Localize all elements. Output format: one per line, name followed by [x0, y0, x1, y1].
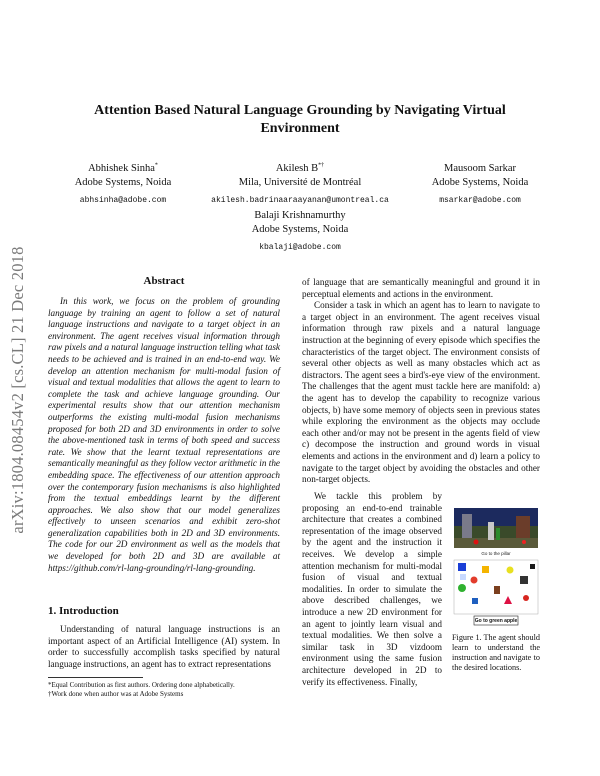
figure-1 — [452, 508, 540, 633]
author-name: Abhishek Sinha* — [88, 162, 158, 174]
author-affiliation: Adobe Systems, Noida — [74, 176, 172, 188]
footnote-rule — [48, 677, 143, 678]
footnotes — [48, 681, 280, 699]
abstract-heading: Abstract — [143, 275, 185, 287]
right-column-wrapped-text — [302, 491, 442, 688]
paragraph-task: Consider a task in which an agent has to learn to navigate to a target object in an environment. The agent receives visual information through raw pixels and a natural language instruction at the beginning of every episode which specifies the characteristics of the target object. The environment consists of several other objects as well as many obstacles which act as distractors. The agent sees a bird's-eye view of the environment. The challenges that the agent must tackle here are manifold: a) the agent has to develop the capability to recognize various objects, b) have some memory of objects seen in previous states while exploring the environment as the objects may occlude each other and/or may not be present in the agents field of view c) decompose the instruction and ground words in visual elements and actions in the environment and d) learn a policy to navigate to the target object by avoiding the obstacles and other non-target objects. — [302, 300, 540, 485]
author-email: msarkar@adobe.com — [439, 195, 521, 205]
figure-1-caption: Figure 1. The agent should learn to understand the instruction and navigate to the desired locations. — [452, 633, 540, 672]
introduction-body — [48, 624, 280, 670]
author-name: Mausoom Sarkar — [443, 162, 517, 174]
author-name: Akilesh B*† — [275, 162, 325, 174]
author-block-1 — [48, 158, 198, 208]
abstract-text: In this work, we focus on the problem of grounding language by training an agent to follow a set of natural language instructions and navigate to a target object in an environment. The agent receives visual information through raw pixels and a natural language instruction telling what task needs to be achieved and is trained in an end-to-end way. We develop an attention mechanism for multi-modal fusion of visual and textual modalities that allows the agent to learn to complete the task and achieve language grounding. Our experimental results show that our attention mechanism outperforms the existing multi-modal fusion mechanisms proposed for both 2D and 3D environments in order to solve the above-mentioned task in terms of both speed and success rate. We show that the learnt textual representations are semantically meaningful as they follow vector arithmetic in the embedding space. The effectiveness of our attention approach over the contemporary fusion mechanisms is also highlighted from the textual embeddings learnt by the different approaches. We also show that our model generalizes effectively to unseen scenarios and exhibit zero-shot generalization capabilities both in 2D and 3D environments. The code for our 2D environment as well as the models that we developed for both 2D and 3D are available at https://github.com/rl-lang-grounding/rl-lang-grounding. — [48, 296, 280, 573]
abstract-body — [48, 296, 280, 574]
right-column-text — [302, 277, 540, 486]
footnote-work-done: †Work done when author was at Adobe Systems — [48, 690, 184, 698]
author-email: kbalaji@adobe.com — [259, 243, 341, 252]
intro-paragraph: Understanding of natural language instructions is an important aspect of an Artificial Intelligence (AI) system. In order to successfully accomplish tasks specified by natural language instructions, an agent has to extract representations — [48, 624, 280, 669]
figure-1-image — [452, 508, 540, 628]
author-block-3 — [400, 158, 560, 208]
figure-bottom-caption: Go to green apple — [474, 618, 518, 625]
doom-3d-view — [454, 508, 538, 548]
author-affiliation: Adobe Systems, Noida — [431, 176, 529, 188]
author-affiliation: Adobe Systems, Noida — [251, 224, 349, 235]
author-email: abhsinha@adobe.com — [79, 195, 167, 205]
figure-top-caption: Go to the pillar — [481, 551, 511, 556]
author-name: Balaji Krishnamurthy — [254, 210, 346, 221]
grid-2d-view — [454, 560, 538, 614]
arxiv-identifier: arXiv:1804.08454v2 [cs.CL] 21 Dec 2018 — [8, 246, 27, 534]
author-affiliation: Mila, Université de Montréal — [238, 176, 362, 188]
paragraph-approach: We tackle this problem by proposing an end-to-end trainable architecture that creates a combined representation of the image observed by the agent and the instruction it receives. We develop a simple attention mechanism for multi-modal fusion of visual and textual modalities. In order to simulate the above described challenges, we introduce a new 2D environment for an agent to jointly learn visual and textual modalities. We then solve a similar task in 3D vizdoom environment using the same fusion architecture developed in 2D to verify its effectiveness. Finally, — [302, 491, 442, 687]
author-block-4 — [225, 209, 375, 255]
author-email: akilesh.badrinaaraayanan@umontreal.ca — [211, 195, 389, 205]
footnote-equal-contribution: *Equal Contribution as first authors. Ordering done alphabetically. — [48, 681, 235, 689]
paragraph-continuation: of language that are semantically meaningful and ground it in perceptual elements and actions in the environment. — [302, 277, 540, 299]
paper-title: Attention Based Natural Language Grounding by Navigating Virtual Environment — [94, 103, 506, 136]
section-heading-introduction: 1. Introduction — [48, 605, 119, 617]
author-block-2 — [195, 158, 405, 208]
